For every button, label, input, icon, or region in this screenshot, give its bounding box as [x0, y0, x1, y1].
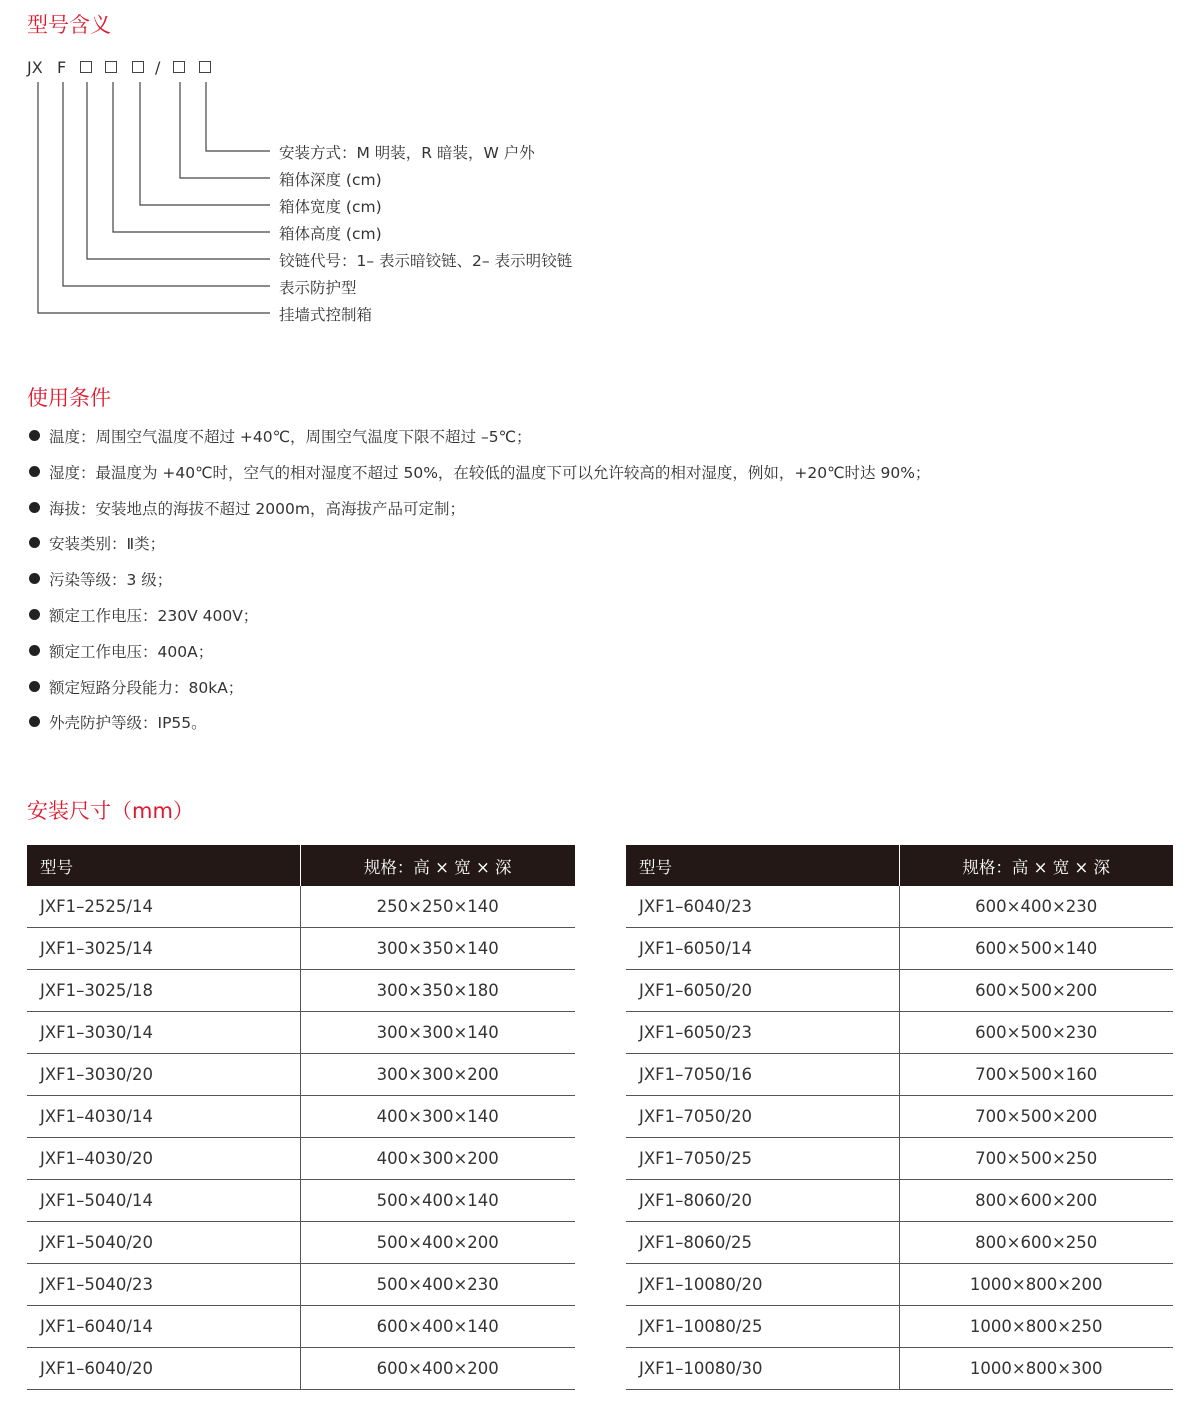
bullet-icon [29, 681, 40, 692]
table-row [626, 928, 1173, 970]
table-row [626, 970, 1173, 1012]
section-title-conditions: 使用条件 [27, 386, 111, 410]
table-row [626, 1264, 1173, 1306]
cell-model: JXF1–7050/25 [626, 1138, 899, 1180]
cell-spec: 500×400×230 [300, 1264, 575, 1306]
cell-model: JXF1–3030/14 [27, 1012, 300, 1054]
column-header-model: 型号 [27, 845, 300, 886]
bullet-icon [29, 502, 40, 513]
table-row [27, 1054, 575, 1096]
cell-model: JXF1–3030/20 [27, 1054, 300, 1096]
cell-spec: 800×600×200 [899, 1180, 1173, 1222]
code-slash: / [155, 58, 161, 77]
cell-spec: 600×500×230 [899, 1012, 1173, 1054]
desc-wall-mount: 挂墙式控制箱 [279, 306, 373, 324]
cell-model: JXF1–3025/14 [27, 928, 300, 970]
cell-spec: 1000×800×200 [899, 1264, 1173, 1306]
section-title-dimensions: 安装尺寸（mm） [27, 799, 194, 823]
table-row [27, 886, 575, 928]
list-item: 湿度：最温度为 +40℃时，空气的相对湿度不超过 50%，在较低的温度下可以允许较高的相对湿度，例如，+20℃时达 90%； [27, 461, 930, 497]
cell-model: JXF1–4030/14 [27, 1096, 300, 1138]
conditions-list [27, 425, 930, 747]
cell-spec: 500×400×140 [300, 1180, 575, 1222]
cell-spec: 300×350×140 [300, 928, 575, 970]
bullet-icon [29, 716, 40, 727]
desc-height: 箱体高度 (cm) [279, 225, 382, 243]
cell-model: JXF1–3025/18 [27, 970, 300, 1012]
cell-model: JXF1–5040/23 [27, 1264, 300, 1306]
table-row [27, 1222, 575, 1264]
table-header-row [626, 845, 1173, 886]
table-row [626, 1306, 1173, 1348]
leader-line-height [113, 82, 270, 232]
cell-model: JXF1–6040/14 [27, 1306, 300, 1348]
cell-spec: 600×400×200 [300, 1348, 575, 1390]
table-row [27, 928, 575, 970]
cell-spec: 300×350×180 [300, 970, 575, 1012]
cell-spec: 600×500×200 [899, 970, 1173, 1012]
table-row [626, 1348, 1173, 1390]
code-prefix-jx: JX [27, 58, 43, 77]
bullet-icon [29, 466, 40, 477]
table-row [626, 1222, 1173, 1264]
cell-spec: 400×300×140 [300, 1096, 575, 1138]
table-row [27, 970, 575, 1012]
list-item: 安装类别：Ⅱ类； [27, 532, 930, 568]
desc-protection: 表示防护型 [279, 279, 357, 297]
column-header-model: 型号 [626, 845, 899, 886]
bullet-icon [29, 573, 40, 584]
cell-model: JXF1–5040/14 [27, 1180, 300, 1222]
code-letter-f: F [57, 58, 67, 77]
cell-model: JXF1–2525/14 [27, 886, 300, 928]
list-item: 污染等级：3 级； [27, 568, 930, 604]
cell-spec: 1000×800×250 [899, 1306, 1173, 1348]
cell-model: JXF1–8060/25 [626, 1222, 899, 1264]
cell-model: JXF1–10080/25 [626, 1306, 899, 1348]
table-row [626, 1096, 1173, 1138]
desc-width: 箱体宽度 (cm) [279, 198, 382, 216]
cell-spec: 300×300×200 [300, 1054, 575, 1096]
table-row [626, 886, 1173, 928]
bullet-icon [29, 645, 40, 656]
table-row [626, 1054, 1173, 1096]
cell-model: JXF1–6050/14 [626, 928, 899, 970]
cell-spec: 250×250×140 [300, 886, 575, 928]
table-row [27, 1348, 575, 1390]
cell-model: JXF1–8060/20 [626, 1180, 899, 1222]
cell-spec: 300×300×140 [300, 1012, 575, 1054]
cell-spec: 600×400×140 [300, 1306, 575, 1348]
cell-spec: 600×400×230 [899, 886, 1173, 928]
cell-model: JXF1–6050/23 [626, 1012, 899, 1054]
desc-mount-type: 安装方式：M 明装，R 暗装，W 户外 [279, 144, 535, 162]
table-header-row [27, 845, 575, 886]
cell-spec: 400×300×200 [300, 1138, 575, 1180]
leader-line-mount [206, 82, 270, 151]
cell-model: JXF1–4030/20 [27, 1138, 300, 1180]
list-item: 海拔：安装地点的海拔不超过 2000m，高海拔产品可定制； [27, 497, 930, 533]
table-row [27, 1012, 575, 1054]
table-row [27, 1096, 575, 1138]
leader-line-depth [180, 82, 270, 178]
cell-model: JXF1–6040/23 [626, 886, 899, 928]
table-row [27, 1306, 575, 1348]
column-header-spec: 规格：高 × 宽 × 深 [899, 845, 1173, 886]
list-item: 额定工作电压：400A； [27, 640, 930, 676]
cell-spec: 500×400×200 [300, 1222, 575, 1264]
cell-spec: 1000×800×300 [899, 1348, 1173, 1390]
cell-spec: 800×600×250 [899, 1222, 1173, 1264]
table-row [27, 1264, 575, 1306]
cell-spec: 700×500×160 [899, 1054, 1173, 1096]
desc-depth: 箱体深度 (cm) [279, 171, 382, 189]
leader-line-wall-mount [38, 82, 270, 313]
list-item: 额定工作电压：230V 400V； [27, 604, 930, 640]
bullet-icon [29, 537, 40, 548]
cell-model: JXF1–7050/16 [626, 1054, 899, 1096]
leader-line-width [140, 82, 270, 205]
table-row [27, 1138, 575, 1180]
list-item: 额定短路分段能力：80kA； [27, 676, 930, 712]
table-row [626, 1180, 1173, 1222]
leader-line-protection [63, 82, 270, 286]
cell-model: JXF1–10080/30 [626, 1348, 899, 1390]
dimensions-table-right [626, 845, 1173, 1390]
model-code-leader-lines [0, 0, 300, 330]
cell-spec: 600×500×140 [899, 928, 1173, 970]
cell-model: JXF1–7050/20 [626, 1096, 899, 1138]
dimensions-table-left [27, 845, 575, 1390]
cell-model: JXF1–6050/20 [626, 970, 899, 1012]
section-title-model: 型号含义 [27, 13, 111, 37]
bullet-icon [29, 430, 40, 441]
cell-model: JXF1–6040/20 [27, 1348, 300, 1390]
cell-model: JXF1–5040/20 [27, 1222, 300, 1264]
cell-spec: 700×500×250 [899, 1138, 1173, 1180]
list-item: 外壳防护等级：IP55。 [27, 711, 930, 747]
desc-hinge: 铰链代号：1– 表示暗铰链、2– 表示明铰链 [279, 252, 573, 270]
column-header-spec: 规格：高 × 宽 × 深 [300, 845, 575, 886]
cell-model: JXF1–10080/20 [626, 1264, 899, 1306]
table-row [27, 1180, 575, 1222]
table-row [626, 1012, 1173, 1054]
list-item: 温度：周围空气温度不超过 +40℃，周围空气温度下限不超过 –5℃； [27, 425, 930, 461]
cell-spec: 700×500×200 [899, 1096, 1173, 1138]
table-row [626, 1138, 1173, 1180]
bullet-icon [29, 609, 40, 620]
